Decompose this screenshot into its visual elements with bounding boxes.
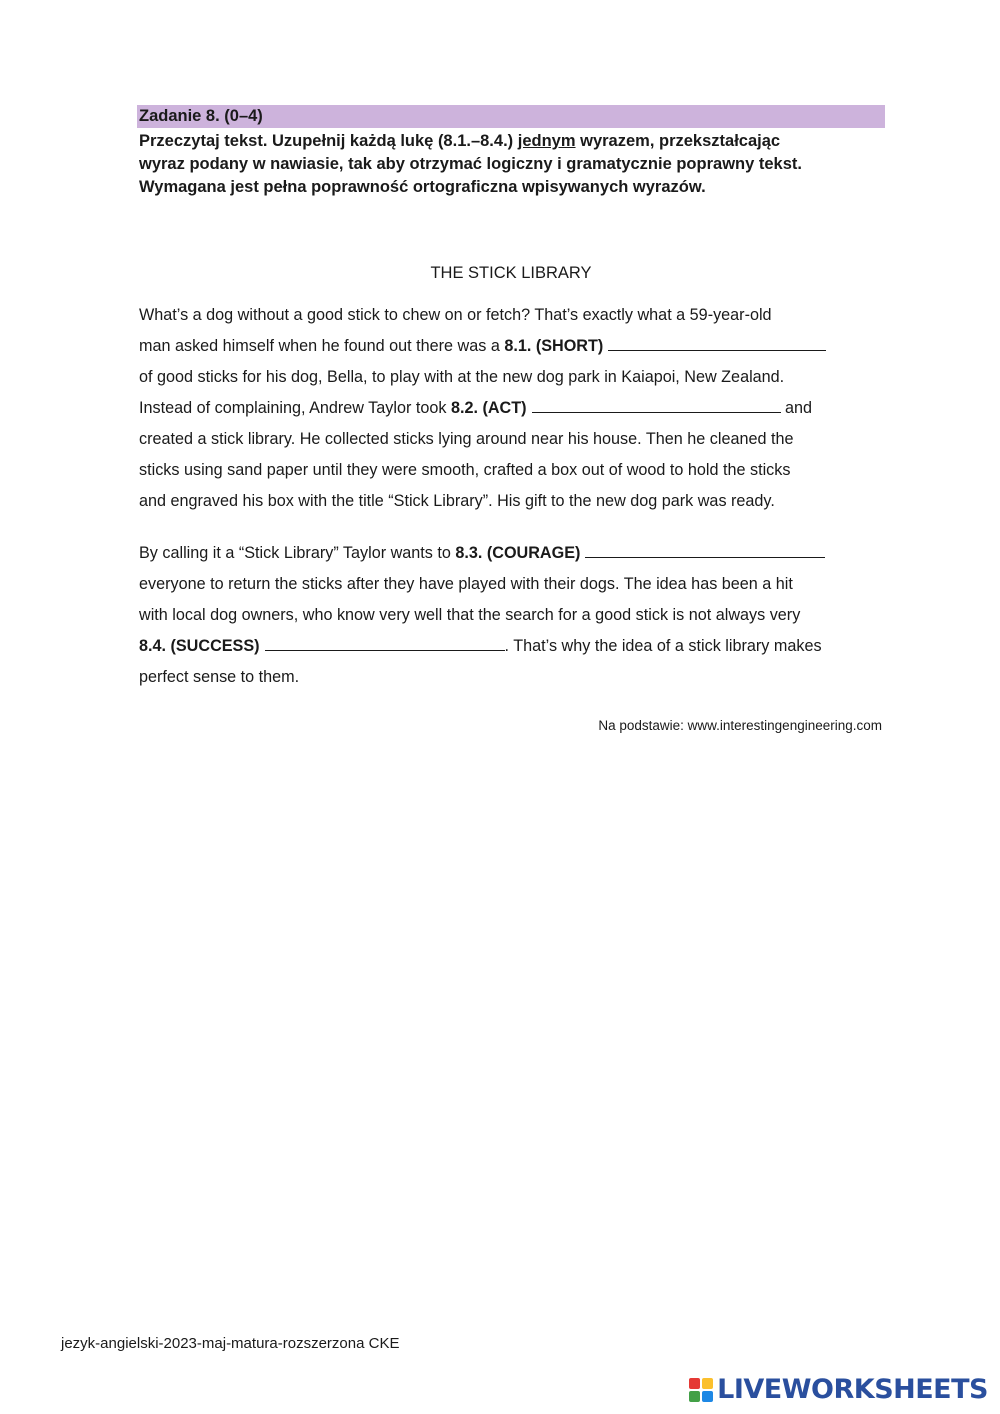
gap-8-3-label: 8.3. (COURAGE) bbox=[455, 544, 581, 562]
liveworksheets-brand[interactable] bbox=[689, 1374, 988, 1406]
brand-name: LIVEWORKSHEETS bbox=[717, 1374, 988, 1405]
gap-8-2-blank[interactable] bbox=[532, 397, 781, 413]
gap-8-1-label: 8.1. (SHORT) bbox=[504, 337, 604, 355]
story-title: THE STICK LIBRARY bbox=[430, 264, 592, 282]
footer-note: jezyk-angielski-2023-maj-matura-rozszerzona CKE bbox=[61, 1335, 400, 1352]
paragraph-2: By calling it a “Stick Library” Taylor wants to 8.3. (COURAGE) everyone to return the sticks after they have played with their dogs. The idea has been a hit with local dog owners, who know very well that the search for a good stick is not always very 8.4. (SUCCESS) . That’s why the idea of a stick library makes perfect sense to them. bbox=[139, 538, 899, 693]
gap-8-3-blank[interactable] bbox=[585, 542, 825, 558]
gap-8-1-blank[interactable] bbox=[608, 335, 826, 351]
instruction-line-1: Przeczytaj tekst. Uzupełnij każdą lukę (8.1.–8.4.) jednym wyrazem, przekształcając bbox=[139, 132, 781, 150]
task-title: Zadanie 8. (0–4) bbox=[139, 107, 263, 125]
instruction-line-2: wyraz podany w nawiasie, tak aby otrzymać logiczny i gramatycznie poprawny tekst. bbox=[139, 155, 802, 173]
gap-8-4-blank[interactable] bbox=[265, 635, 505, 651]
source-citation: Na podstawie: www.interestingengineering.com bbox=[598, 718, 882, 733]
instruction-emphasis: jednym bbox=[517, 132, 576, 150]
task-instructions bbox=[139, 130, 899, 199]
gap-8-4-label: 8.4. (SUCCESS) bbox=[139, 637, 260, 655]
instruction-line-3: Wymagana jest pełna poprawność ortograficzna wpisywanych wyrazów. bbox=[139, 178, 706, 196]
gap-8-2-label: 8.2. (ACT) bbox=[450, 399, 527, 417]
paragraph-1: What’s a dog without a good stick to chew on or fetch? That’s exactly what a 59-year-old man asked himself when he found out there was a 8.1. (SHORT) of good sticks for his dog, Bella, to play with at the new dog park in Kaiapoi, New Zealand. Instead of complaining, Andrew Taylor took 8.2. (ACT) and created a stick library. He collected sticks lying around near his house. Then he cleaned the sticks using sand paper until they were smooth, crafted a box out of wood to hold the sticks and engraved his box with the title “Stick Library”. His gift to the new dog park was ready. bbox=[139, 300, 899, 517]
liveworksheets-logo-icon bbox=[689, 1378, 713, 1402]
